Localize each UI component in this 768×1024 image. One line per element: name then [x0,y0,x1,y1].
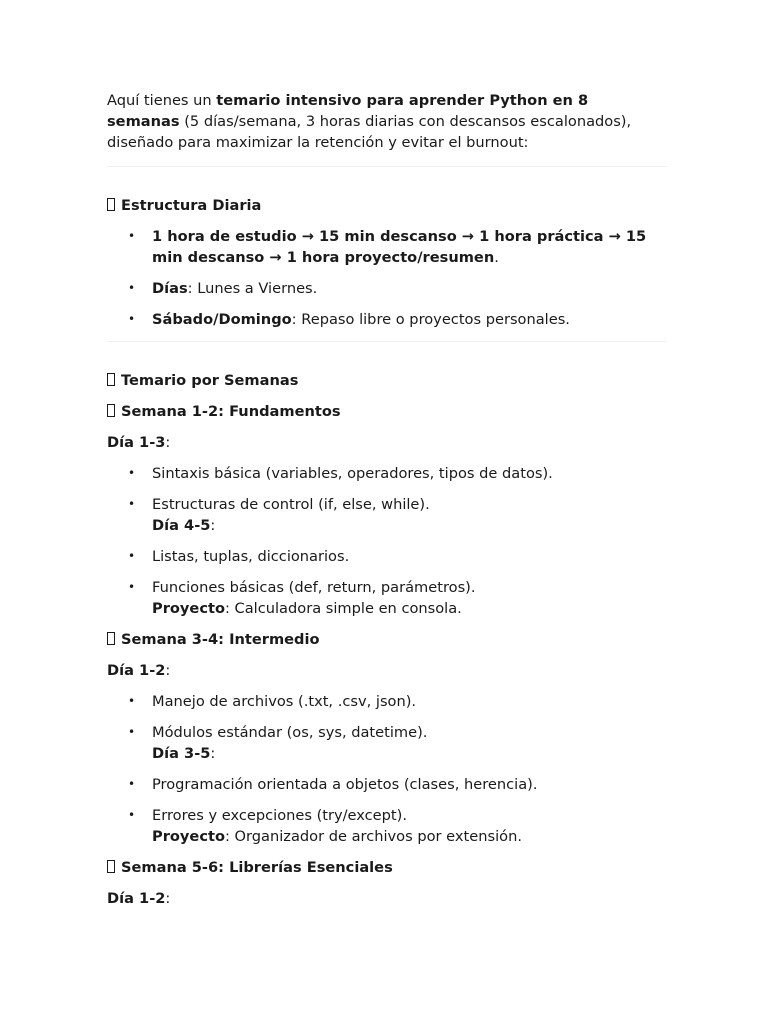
dia-label [107,888,667,909]
divider [107,166,667,167]
proyecto-label: Proyecto [152,828,225,845]
divider [107,341,667,342]
list-item-text: . [494,249,499,266]
bullet: • [128,777,136,791]
estructura-title: Estructura Diaria [121,197,262,214]
list-item-text: Manejo de archivos (.txt, .csv, json). [152,693,417,710]
list-item [107,546,667,567]
semana-3-4-heading [107,629,667,650]
colon: : [210,745,216,762]
dia-label [107,660,667,681]
semana-title: Semana 1-2: Fundamentos [121,403,341,420]
intro-bold: temario intensivo para aprender Python en 8 semanas [107,92,589,130]
proyecto-label: Proyecto [152,600,225,617]
bullet: • [128,281,136,295]
bullet: • [128,808,136,822]
colon: : [165,662,171,679]
semana-1-2-list-2 [107,546,667,619]
dia-label-bold: Día 4-5 [152,517,211,534]
list-item [107,226,667,268]
dia-label-bold: Día 1-2 [107,662,166,679]
list-item-text: Estructuras de control (if, else, while). [152,496,430,513]
list-item [107,722,667,764]
bullet: • [128,694,136,708]
semana-3-4-list-1 [107,691,667,764]
temario-heading [107,370,667,391]
list-item-text: Sintaxis básica (variables, operadores, tipos de datos). [152,465,553,482]
proyecto-text: : Organizador de archivos por extensión. [224,828,522,845]
intro-paragraph [107,90,652,153]
list-item-bold: Sábado/Domingo [152,311,292,328]
semana-1-2-list-1 [107,463,667,536]
bullet: • [128,229,136,243]
intro-text-2: (5 días/semana, 3 horas diarias con descansos escalonados), diseñado para maximizar la retención y evitar el burnout: [107,113,632,151]
bullet: • [128,549,136,563]
missing-glyph-icon [107,404,115,417]
list-item [107,774,667,795]
list-item-text: Programación orientada a objetos (clases, herencia). [152,776,538,793]
list-item-text: : Repaso libre o proyectos personales. [291,311,570,328]
estructura-list [107,226,667,330]
semana-5-6-heading [107,857,667,878]
list-item-text: Módulos estándar (os, sys, datetime). [152,724,428,741]
dia-label-bold: Día 1-3 [107,434,166,451]
semana-title: Semana 3-4: Intermedio [121,631,320,648]
list-item-bold: Días [152,280,188,297]
colon: : [165,434,171,451]
proyecto-text: : Calculadora simple en consola. [224,600,462,617]
list-item [107,577,667,619]
colon: : [210,517,216,534]
list-item-text: Listas, tuplas, diccionarios. [152,548,350,565]
missing-glyph-icon [107,860,115,873]
missing-glyph-icon [107,373,115,386]
list-item [107,463,667,484]
semana-1-2-heading [107,401,667,422]
bullet: • [128,497,136,511]
semana-title: Semana 5-6: Librerías Esenciales [121,859,393,876]
list-item-text: : Lunes a Viernes. [187,280,318,297]
colon: : [165,890,171,907]
list-item-text: Funciones básicas (def, return, parámetros). [152,579,476,596]
dia-label-bold: Día 1-2 [107,890,166,907]
bullet: • [128,466,136,480]
dia-label [107,432,667,453]
semana-3-4-list-2 [107,774,667,847]
bullet: • [128,312,136,326]
list-item [107,278,667,299]
list-item [107,309,667,330]
temario-title: Temario por Semanas [121,372,299,389]
dia-label-bold: Día 3-5 [152,745,211,762]
list-item-bold: 1 hora de estudio → 15 min descanso → 1 hora práctica → 15 min descanso → 1 hora proyecto/resumen [152,228,647,266]
document-content [107,90,667,909]
missing-glyph-icon [107,198,115,211]
bullet: • [128,725,136,739]
missing-glyph-icon [107,632,115,645]
list-item [107,691,667,712]
list-item [107,494,667,536]
list-item [107,805,667,847]
list-item-text: Errores y excepciones (try/except). [152,807,407,824]
intro-text-1: Aquí tienes un [107,92,217,109]
estructura-heading [107,195,667,216]
bullet: • [128,580,136,594]
